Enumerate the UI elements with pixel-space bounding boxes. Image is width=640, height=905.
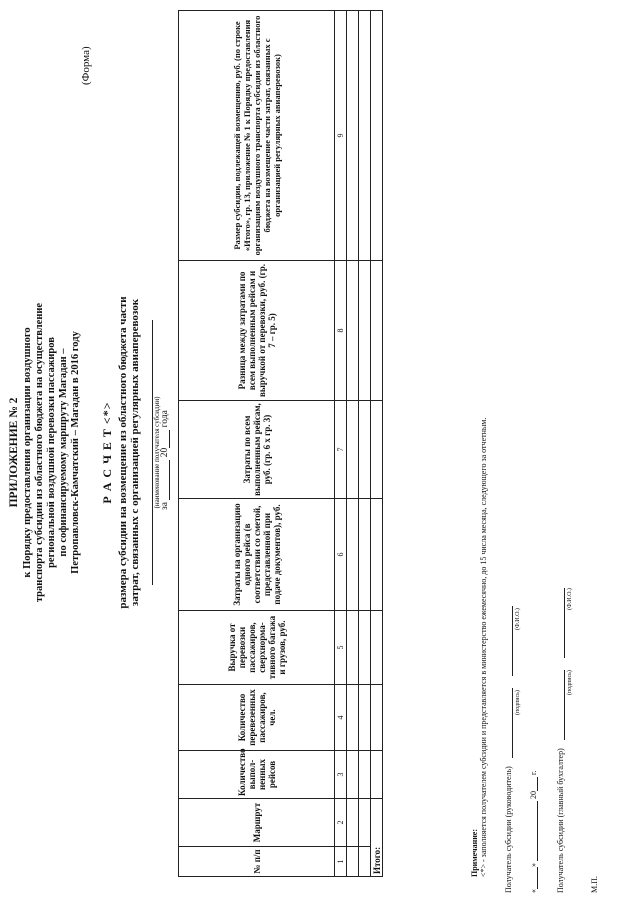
calculation-table — [178, 10, 383, 877]
date-open-quote: « — [529, 889, 538, 893]
table-cell[interactable] — [347, 751, 359, 799]
column-number-row — [335, 11, 347, 877]
accountant-signature-row — [555, 588, 565, 893]
appendix-line-3: региональной воздушной перевозки пассажиров — [46, 337, 57, 568]
table-cell[interactable] — [359, 799, 371, 847]
total-cell[interactable] — [371, 611, 383, 685]
table-cell[interactable] — [347, 401, 359, 499]
table-row — [347, 11, 359, 877]
note-heading: Примечание: — [470, 828, 479, 877]
calc-title-line-2: затрат, связанных с организацией регулярных авиаперевозок — [129, 298, 141, 607]
head-label: Получатель субсидии (руководитель) — [504, 766, 513, 893]
col-header-8: Разница между затратами по всем выполненным рейсам и выручкой от перевозки, руб. (гр. 7 – гр. 5) — [179, 261, 335, 401]
period-suffix: года — [160, 410, 170, 428]
col-number-3: 3 — [335, 751, 347, 799]
recipient-line — [142, 320, 153, 585]
date-row — [528, 771, 538, 893]
appendix-line-5: Петропавловск-Камчатский – Магадан в 2016 году — [70, 331, 81, 574]
head-signature-row — [503, 606, 513, 893]
period-month-blank — [160, 460, 170, 500]
note-text: <*> - заполняется получателем субсидии и представляется в министерство ежемесячно, до 15 числа месяца, следующего за отчетным. — [479, 417, 488, 877]
head-fio-caption: (Ф.И.О.) — [515, 608, 521, 630]
date-year: 20 — [529, 791, 538, 799]
appendix-title: ПРИЛОЖЕНИЕ № 2 — [8, 397, 20, 508]
head-sign-caption: (подпись) — [515, 690, 521, 715]
table-header-row — [179, 11, 335, 877]
table-cell[interactable] — [347, 611, 359, 685]
note-block — [470, 17, 488, 877]
total-cell[interactable] — [371, 685, 383, 751]
total-cell[interactable] — [371, 11, 383, 261]
appendix-header — [8, 0, 82, 905]
table-cell[interactable] — [359, 751, 371, 799]
col-header-6: Затраты на организацию одного рейса (в соответствии со сметой, представленной при подаче документов), руб. — [179, 499, 335, 611]
date-month-blank[interactable] — [528, 801, 538, 861]
date-year-blank[interactable] — [528, 777, 538, 791]
col-number-8: 8 — [335, 261, 347, 401]
appendix-line-1: к Порядку предоставления организации воздушного — [22, 327, 33, 578]
col-number-4: 4 — [335, 685, 347, 751]
col-number-5: 5 — [335, 611, 347, 685]
total-cell[interactable] — [371, 499, 383, 611]
recipient-caption: (наименование получателя субсидии) — [153, 396, 161, 509]
col-header-1: № п/п — [179, 847, 335, 877]
col-header-9: Размер субсидии, подлежащей возмещению, руб. (по строке «Итого», гр. 13, приложение № 1 к Порядку предоставления организациям воздушного транспорта субсидии из областного бюджета на возмещение части затрат, связанных с организацией регулярных авиаперевозок) — [179, 11, 335, 261]
col-number-1: 1 — [335, 847, 347, 877]
date-close-quote: » — [529, 863, 538, 867]
appendix-line-4: по софинансируемому маршруту Магадан – — [58, 348, 69, 557]
col-header-2: Маршрут — [179, 799, 335, 847]
table-cell[interactable] — [359, 11, 371, 261]
date-suffix: г. — [529, 770, 538, 775]
col-number-2: 2 — [335, 799, 347, 847]
table-cell[interactable] — [347, 499, 359, 611]
period-year: 20 — [160, 447, 170, 458]
accountant-sign-caption: (подпись) — [567, 670, 573, 695]
total-label: Итого: — [371, 799, 383, 877]
table-cell[interactable] — [359, 499, 371, 611]
col-number-7: 7 — [335, 401, 347, 499]
table-cell[interactable] — [359, 685, 371, 751]
head-sign-line[interactable] — [503, 688, 513, 758]
calc-title: Р А С Ч Е Т <*> — [100, 401, 114, 504]
col-number-6: 6 — [335, 499, 347, 611]
head-fio-line[interactable] — [503, 606, 513, 676]
table-cell[interactable] — [359, 847, 371, 877]
col-header-5: Выручка от перевозки пассажиров, сверхнорма-тивного багажа и грузов, руб. — [179, 611, 335, 685]
calc-title-block — [100, 0, 141, 905]
total-cell[interactable] — [371, 261, 383, 401]
period-year-blank — [160, 430, 170, 448]
stamp-label: М.П. — [590, 876, 599, 893]
total-cell[interactable] — [371, 751, 383, 799]
col-header-3: Количество выпол-ненных рейсов — [179, 751, 335, 799]
table-cell[interactable] — [347, 799, 359, 847]
form-label: (Форма) — [80, 46, 92, 85]
date-day-blank[interactable] — [528, 867, 538, 889]
accountant-fio-caption: (Ф.И.О.) — [567, 588, 573, 610]
accountant-label: Получатель субсидии (главный бухгалтер) — [556, 748, 565, 893]
table-cell[interactable] — [359, 261, 371, 401]
table-row — [359, 11, 371, 877]
period-prefix: за — [160, 502, 170, 510]
table-cell[interactable] — [347, 847, 359, 877]
period-line — [160, 410, 170, 510]
table-cell[interactable] — [347, 685, 359, 751]
appendix-line-2: транспорта субсидии из областного бюджета на осуществление — [34, 302, 45, 603]
col-header-7: Затраты по всем выполненным рейсам, руб. (гр. 6 х гр. 3) — [179, 401, 335, 499]
table-cell[interactable] — [359, 401, 371, 499]
calc-title-line-1: размера субсидии на возмещение из областного бюджета части — [117, 296, 129, 609]
accountant-sign-line[interactable] — [555, 670, 565, 740]
table-cell[interactable] — [359, 611, 371, 685]
table-cell[interactable] — [347, 11, 359, 261]
col-header-4: Количество перевезенных пассажиров, чел. — [179, 685, 335, 751]
accountant-fio-line[interactable] — [555, 588, 565, 658]
total-row — [371, 11, 383, 877]
col-number-9: 9 — [335, 11, 347, 261]
total-cell[interactable] — [371, 401, 383, 499]
table-cell[interactable] — [347, 261, 359, 401]
